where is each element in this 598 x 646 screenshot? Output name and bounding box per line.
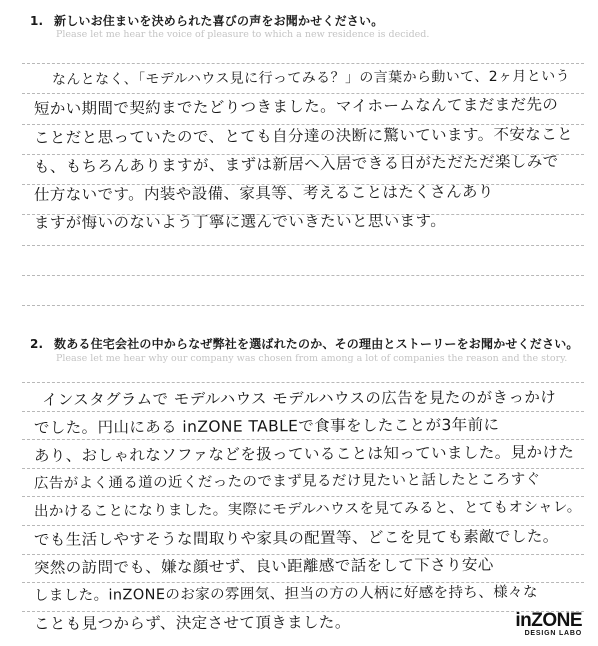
rule-line	[22, 63, 584, 64]
question-1-number: 1.	[30, 14, 44, 28]
answer-2-line: あり、おしゃれなソファなどを扱っていることは知っていました。見かけた	[33, 443, 575, 466]
logo-subtitle: DESIGN LABO	[524, 630, 582, 637]
question-2-number: 2.	[30, 337, 44, 351]
question-2-title	[30, 335, 579, 352]
answer-2-line: でも生活しやすそうな間取りや家具の配置等、どこを見ても素敵でした。	[33, 527, 559, 549]
answer-2-line: ことも見つからず、決定させて頂きました。	[33, 613, 351, 633]
answer-2-line: 突然の訪問でも、嫌な顔せず、良い距離感で話をして下さり安心	[33, 555, 494, 577]
question-2-text: 数ある住宅会社の中からなぜ弊社を選ばれたのか、その理由とストーリーをお聞かせください。	[54, 337, 579, 351]
answer-2-line: でした。円山にある inZONE TABLEで食事をしたことが3年前に	[33, 415, 500, 438]
answer-2-line: しました。inZONEのお家の雰囲気、担当の方の人柄に好感を持ち、様々な	[33, 584, 538, 604]
question-2-subtitle: Please let me hear why our company was chosen from among a lot of companies the reason and the story.	[56, 353, 568, 364]
question-1-title	[30, 12, 383, 29]
rule-line	[22, 382, 584, 383]
logo-brand	[515, 612, 582, 630]
answer-2-line: 出かけることになりました。実際にモデルハウスを見てみると、とてもオシャレ。	[33, 499, 582, 521]
rule-line	[22, 245, 584, 246]
rule-line	[22, 305, 584, 306]
logo-brand-in: in	[515, 610, 532, 631]
question-1-text: 新しいお住まいを決められた喜びの声をお聞かせください。	[54, 14, 384, 28]
answer-2-line: インスタグラムで モデルハウス モデルハウスの広告を見たのがきっかけ	[41, 388, 557, 409]
logo-brand-zone: ZONE	[531, 610, 582, 631]
answer-1-line: も、もちろんありますが、まずは新居へ入居できる日がただただ楽しみで	[33, 152, 559, 177]
answer-1-line: ことだと思っていたので、とても自分達の決断に驚いています。不安なこと	[33, 125, 574, 148]
answer-1-line: 仕方ないです。内装や設備、家具等、考えることはたくさんあり	[33, 182, 494, 205]
answer-2-line: 広告がよく通る道の近くだったのでまず見るだけ見たいと話したところすぐ	[33, 471, 541, 493]
answer-1-line: なんとなく、「モデルハウス見に行ってみる？」の言葉から動いて、2ヶ月という	[51, 68, 571, 89]
question-1-subtitle: Please let me hear the voice of pleasure to which a new residence is decided.	[56, 29, 430, 40]
answer-1-line: ますが悔いのないよう丁寧に選んでいきたいと思います。	[33, 211, 447, 233]
rule-line	[22, 411, 584, 412]
rule-line	[22, 275, 584, 276]
inzone-logo	[515, 612, 582, 638]
answer-1-line: 短かい期間で契約までたどりつきました。マイホームなんてまだまだ先の	[33, 95, 559, 119]
